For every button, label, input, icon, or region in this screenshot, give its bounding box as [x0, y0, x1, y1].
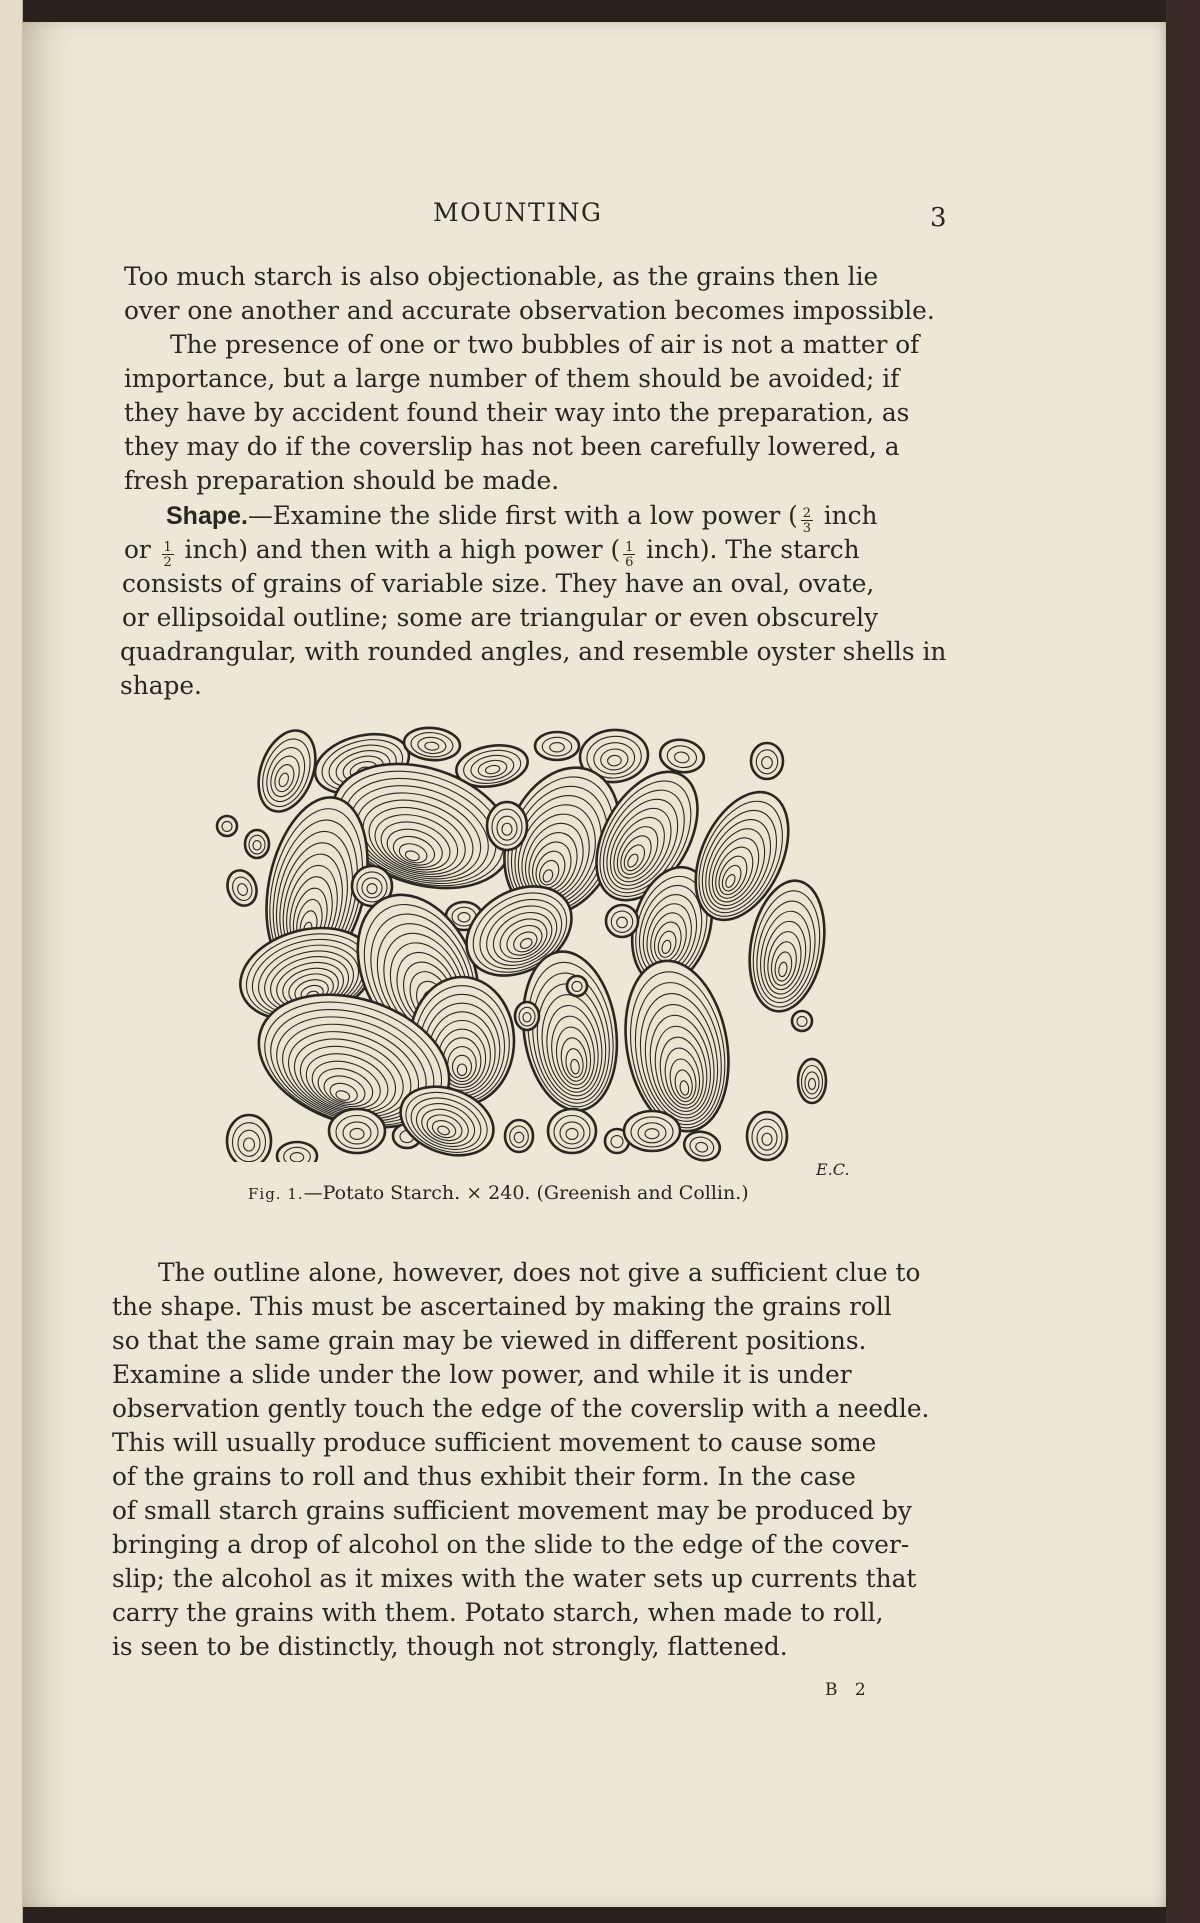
figure-caption	[248, 1182, 749, 1204]
starch-grain	[329, 1109, 385, 1153]
starch-grain	[535, 732, 579, 760]
starch-grain	[403, 726, 462, 763]
paragraph-4-line-12: is seen to be distinctly, though not strongly, flattened.	[112, 1632, 788, 1661]
fraction-one-half: $\frac{1}{2}$	[163, 540, 172, 570]
signature-mark: B 2	[825, 1680, 872, 1700]
starch-grain	[613, 953, 741, 1140]
starch-grain	[567, 976, 587, 996]
starch-grain	[505, 1120, 533, 1152]
paragraph-4-line-11: carry the grains with them. Potato starch, when made to roll,	[112, 1598, 884, 1627]
paragraph-2-line-4: they may do if the coverslip has not been carefully lowered, a	[124, 432, 900, 461]
starch-grain	[515, 1002, 539, 1030]
paragraph-1-line-2: over one another and accurate observation becomes impossible.	[124, 296, 935, 325]
starch-grain	[487, 802, 527, 850]
starch-grain	[798, 1059, 826, 1103]
running-head: MOUNTING	[433, 198, 603, 227]
paragraph-4-line-9: bringing a drop of alcohol on the slide to the edge of the cover-	[112, 1530, 910, 1559]
starch-grain	[747, 1112, 787, 1160]
paragraph-3-line-4: or ellipsoidal outline; some are triangular or even obscurely	[122, 603, 879, 632]
paragraph-4-line-4: Examine a slide under the low power, and while it is under	[112, 1360, 852, 1389]
paragraph-4-line-7: of the grains to roll and thus exhibit their form. In the case	[112, 1462, 856, 1491]
paragraph-3-line-5: quadrangular, with rounded angles, and resemble oyster shells in	[120, 637, 947, 666]
book-spine-edge	[0, 0, 23, 1923]
paragraph-4-line-10: slip; the alcohol as it mixes with the water sets up currents that	[112, 1564, 917, 1593]
figure-label: Fig. 1.	[248, 1185, 304, 1203]
starch-grain	[277, 1142, 317, 1162]
paragraph-4-line-2: the shape. This must be ascertained by making the grains roll	[112, 1292, 892, 1321]
paragraph-2-line-5: fresh preparation should be made.	[124, 466, 560, 495]
starch-grain	[792, 1011, 812, 1031]
starch-grain	[245, 830, 269, 858]
paragraph-4-line-6: This will usually produce sufficient movement to cause some	[112, 1428, 877, 1457]
paragraph-2-line-1: The presence of one or two bubbles of air is not a matter of	[170, 330, 920, 359]
starch-grain	[681, 1128, 723, 1162]
starch-grain	[548, 1109, 596, 1153]
paragraph-4-line-1: The outline alone, however, does not give a sufficient clue to	[158, 1258, 921, 1287]
shape-heading: Shape.	[166, 502, 248, 530]
figure-caption-text: —Potato Starch. × 240. (Greenish and Collin.)	[303, 1182, 749, 1204]
paragraph-3-line-2: or $\frac{1}{2}$ inch) and then with a high power ( $\frac{1}{6}$ inch). The starch	[124, 535, 860, 570]
paragraph-4-line-3: so that the same grain may be viewed in different positions.	[112, 1326, 867, 1355]
paragraph-2-line-3: they have by accident found their way into the preparation, as	[124, 398, 910, 427]
starch-grain	[658, 736, 707, 775]
page-number: 3	[930, 203, 947, 233]
fraction-two-thirds: $\frac{2}{3}$	[802, 506, 811, 536]
starch-grain	[223, 866, 262, 909]
starch-grain	[624, 1111, 680, 1151]
book-cover-edge	[1166, 0, 1200, 1923]
fraction-one-sixth: $\frac{1}{6}$	[625, 540, 634, 570]
paragraph-1-line-1: Too much starch is also objectionable, as the grains then lie	[124, 262, 879, 291]
starch-grains-illustration	[212, 712, 842, 1162]
paragraph-4-line-5: observation gently touch the edge of the coverslip with a needle.	[112, 1394, 930, 1423]
illustrator-initials: E.C.	[816, 1160, 850, 1179]
paragraph-4-line-8: of small starch grains sufficient movement may be produced by	[112, 1496, 912, 1525]
starch-grain	[751, 743, 783, 779]
potato-starch-figure	[212, 712, 842, 1162]
starch-grain	[606, 905, 638, 937]
starch-grain	[217, 816, 237, 836]
paragraph-2-line-2: importance, but a large number of them should be avoided; if	[124, 364, 900, 393]
paragraph-3-line-3: consists of grains of variable size. They have an oval, ovate,	[122, 569, 875, 598]
starch-grain	[227, 1115, 271, 1162]
paragraph-3-line-1: Shape.—Examine the slide first with a low power ( $\frac{2}{3}$ inch	[166, 501, 878, 536]
paragraph-3-line-6: shape.	[120, 671, 202, 700]
